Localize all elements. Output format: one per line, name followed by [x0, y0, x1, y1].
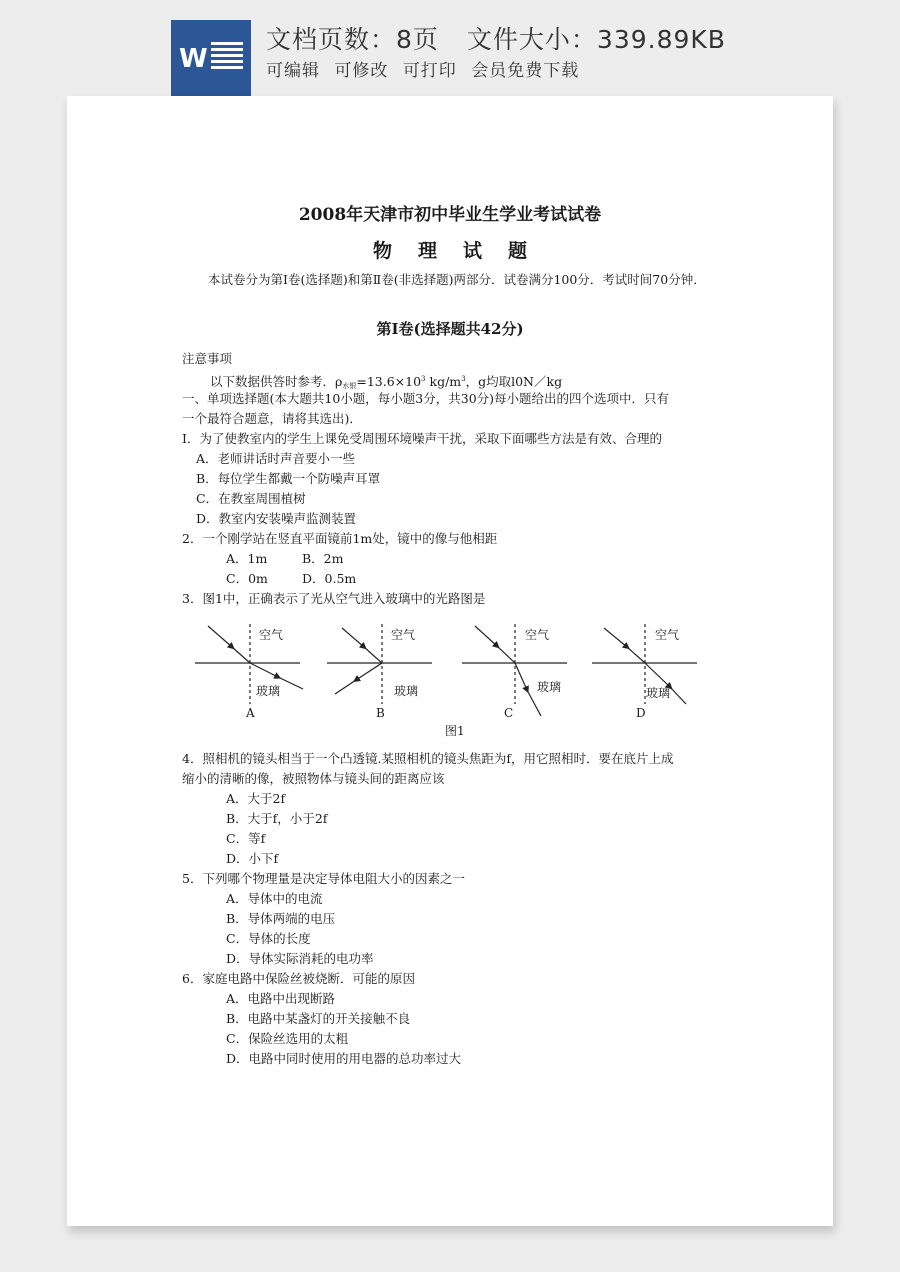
label-air-a: 空气: [259, 628, 284, 642]
label-c: C: [504, 706, 514, 720]
q1-option-b: B．每位学生都戴一个防噪声耳罩: [196, 471, 381, 486]
doc-title: 2008年天津市初中毕业生学业考试试卷: [298, 205, 602, 225]
label-d: D: [636, 706, 646, 720]
q6-option-b: B．电路中某盏灯的开关接触不良: [226, 1011, 411, 1026]
q4-stem-cont: 缩小的清晰的像，被照物体与镜头间的距离应该: [182, 771, 445, 786]
diagram-d: [592, 624, 697, 704]
q2-option-a: A．1m: [226, 551, 268, 566]
diagram-a: [195, 624, 303, 704]
label-glass-b: 玻璃: [394, 684, 419, 698]
page-count: 文档页数：8页: [266, 25, 439, 54]
q3-stem: 3．图1中，正确表示了光从空气进入玻璃中的光路图是: [182, 591, 486, 606]
q1-option-d: D．教室内安装噪声监测装置: [196, 511, 357, 526]
part1-instructions-cont: 一个最符合题意，请将其选出)．: [182, 411, 362, 426]
feature-free-download: 会员免费下载: [471, 61, 580, 81]
section-heading: 第Ⅰ卷(选择题共42分): [376, 320, 524, 338]
word-letter: W: [179, 44, 208, 74]
q2-option-d: D．0.5m: [302, 571, 357, 586]
label-a: A: [246, 706, 255, 720]
label-glass-a: 玻璃: [256, 684, 281, 698]
download-banner: [0, 0, 900, 96]
q6-option-c: C．保险丝选用的太粗: [226, 1031, 349, 1046]
q5-option-d: D．导体实际消耗的电功率: [226, 951, 374, 966]
part1-instructions: 一、单项选择题(本大题共10小题，每小题3分，共30分)每小题给出的四个选项中．只有: [182, 391, 670, 406]
figure-caption: 图1: [445, 724, 465, 738]
label-air-b: 空气: [391, 628, 416, 642]
q6-option-d: D．电路中同时使用的用电器的总功率过大: [226, 1051, 462, 1066]
q5-stem: 5．下列哪个物理量是决定导体电阻大小的因素之一: [182, 871, 465, 886]
q5-option-c: C．导体的长度: [226, 931, 311, 946]
q2-stem: 2．一个刚学站在竖直平面镜前1m处，镜中的像与他相距: [182, 531, 498, 546]
feature-printable: 可打印: [402, 61, 457, 81]
word-doc-icon: [171, 20, 251, 96]
diagram-c: [462, 624, 567, 716]
q2-option-c: C．0m: [226, 571, 268, 586]
q6-stem: 6．家庭电路中保险丝被烧断．可能的原因: [182, 971, 415, 986]
doc-subtitle: 物理试题: [372, 240, 553, 262]
q1-option-c: C．在教室周围植树: [196, 491, 306, 506]
label-glass-c: 玻璃: [537, 680, 562, 694]
file-size: 文件大小：339.89KB: [466, 25, 726, 54]
label-air-d: 空气: [655, 628, 680, 642]
label-b: B: [376, 706, 385, 720]
feature-modifiable: 可修改: [334, 61, 389, 81]
q4-option-a: A．大于2f: [226, 791, 286, 806]
notice-heading: 注意事项: [182, 351, 233, 366]
reference-data: 以下数据供答时参考．$\rho_{水银}=13.6\times 10^3$ $kg/m^3$，g均取l0N／kg: [210, 374, 563, 390]
q4-option-b: B．大于f，小于2f: [226, 811, 328, 826]
label-air-c: 空气: [525, 628, 550, 642]
label-glass-d: 玻璃: [646, 686, 671, 700]
document-page: [67, 96, 833, 1226]
q1-option-a: A．老师讲话时声音要小一些: [196, 451, 356, 466]
q1-stem: I．为了使教室内的学生上课免受周围环境噪声干扰，采取下面哪些方法是有效、合理的: [182, 431, 662, 446]
file-info: [266, 20, 726, 56]
q4-option-c: C．等f: [226, 831, 266, 846]
q6-option-a: A．电路中出现断路: [226, 991, 336, 1006]
q5-option-a: A．导体中的电流: [226, 891, 323, 906]
q2-option-b: B．2m: [302, 551, 344, 566]
q4-option-d: D．小下f: [226, 851, 279, 866]
light-path-figure: [190, 616, 730, 746]
doc-intro: 本试卷分为第Ⅰ卷(选择题)和第Ⅱ卷(非选择题)两部分．试卷满分100分．考试时间70分钟．: [208, 272, 706, 287]
q4-stem: 4．照相机的镜头相当于一个凸透镜.某照相机的镜头焦距为f，用它照相时．要在底片上成: [182, 751, 674, 766]
q5-option-b: B．导体两端的电压: [226, 911, 336, 926]
feature-editable: 可编辑: [266, 61, 320, 81]
feature-list: [266, 56, 587, 81]
